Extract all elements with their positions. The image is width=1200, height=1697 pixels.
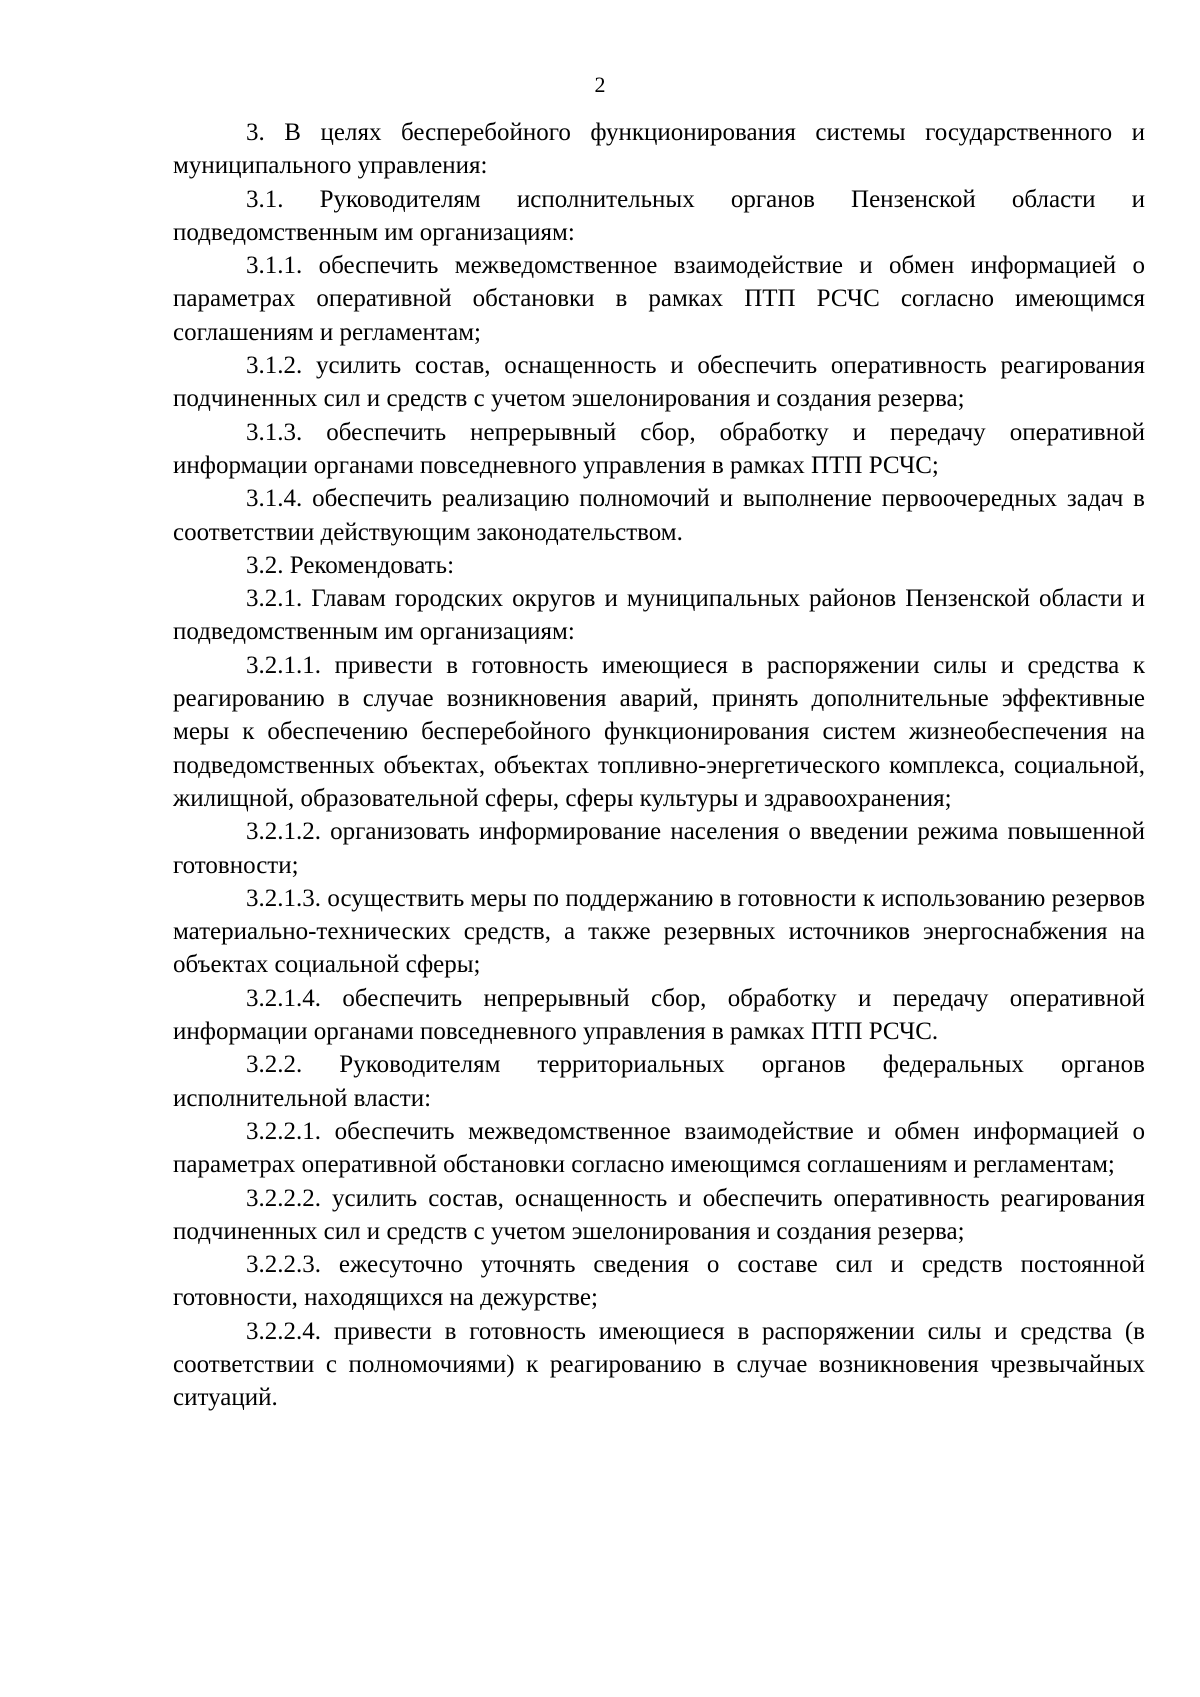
paragraph-3-2-1-3: 3.2.1.3. осуществить меры по поддержанию в готовности к использованию резервов материально-технических средств, а также резервных источников энергоснабжения на объектах социальной сферы; (173, 884, 1145, 979)
page-number: 2 (594, 72, 606, 97)
document-body (173, 116, 1145, 1415)
paragraph-3-1-3: 3.1.3. обеспечить непрерывный сбор, обработку и передачу оперативной информации органами повседневного управления в рамках ПТП РСЧС; (173, 418, 1145, 479)
paragraph-3-2-2-4: 3.2.2.4. привести в готовность имеющиеся в распоряжении силы и средства (в соответствии с полномочиями) к реагированию в случае возникновения чрезвычайных ситуаций. (173, 1317, 1145, 1412)
paragraph-3-2-1-1: 3.2.1.1. привести в готовность имеющиеся в распоряжении силы и средства к реагированию в случае возникновения аварий, принять дополнительные эффективные меры к обеспечению бесперебойного функционирования систем жизнеобеспечения на подведомственных объектах, объектах топливно-энергетического комплекса, социальной, жилищной, образовательной сферы, сферы культуры и здравоохранения; (173, 651, 1145, 812)
paragraph-3-1-4: 3.1.4. обеспечить реализацию полномочий и выполнение первоочередных задач в соответствии действующим законодательством. (173, 485, 1145, 546)
paragraph-3-2-2-2: 3.2.2.2. усилить состав, оснащенность и обеспечить оперативность реагирования подчиненных сил и средств с учетом эшелонирования и создания резерва; (173, 1184, 1145, 1245)
paragraph-3-2-2-1: 3.2.2.1. обеспечить межведомственное взаимодействие и обмен информацией о параметрах оперативной обстановки согласно имеющимся соглашениям и регламентам; (173, 1117, 1145, 1179)
paragraph-3-2-2-3: 3.2.2.3. ежесуточно уточнять сведения о составе сил и средств постоянной готовности, находящихся на дежурстве; (173, 1251, 1145, 1312)
paragraph-3: 3. В целях бесперебойного функционирования системы государственного и муниципального управления: (173, 119, 1145, 180)
paragraph-3-2-1: 3.2.1. Главам городских округов и муниципальных районов Пензенской области и подведомственным им организациям: (173, 585, 1145, 646)
paragraph-3-2: 3.2. Рекомендовать: (246, 551, 455, 579)
paragraph-3-1: 3.1. Руководителям исполнительных органов Пензенской области и подведомственным им организациям: (173, 185, 1145, 246)
paragraph-3-2-1-2: 3.2.1.2. организовать информирование населения о введении режима повышенной готовности; (173, 818, 1145, 879)
paragraph-3-1-2: 3.1.2. усилить состав, оснащенность и обеспечить оперативность реагирования подчиненных сил и средств с учетом эшелонирования и создания резерва; (173, 352, 1145, 413)
paragraph-3-1-1: 3.1.1. обеспечить межведомственное взаимодействие и обмен информацией о параметрах оперативной обстановки в рамках ПТП РСЧС согласно имеющимся соглашениям и регламентам; (173, 252, 1145, 346)
paragraph-3-2-1-4: 3.2.1.4. обеспечить непрерывный сбор, обработку и передачу оперативной информации органами повседневного управления в рамках ПТП РСЧС. (173, 984, 1145, 1046)
paragraph-3-2-2: 3.2.2. Руководителям территориальных органов федеральных органов исполнительной власти: (173, 1051, 1145, 1112)
